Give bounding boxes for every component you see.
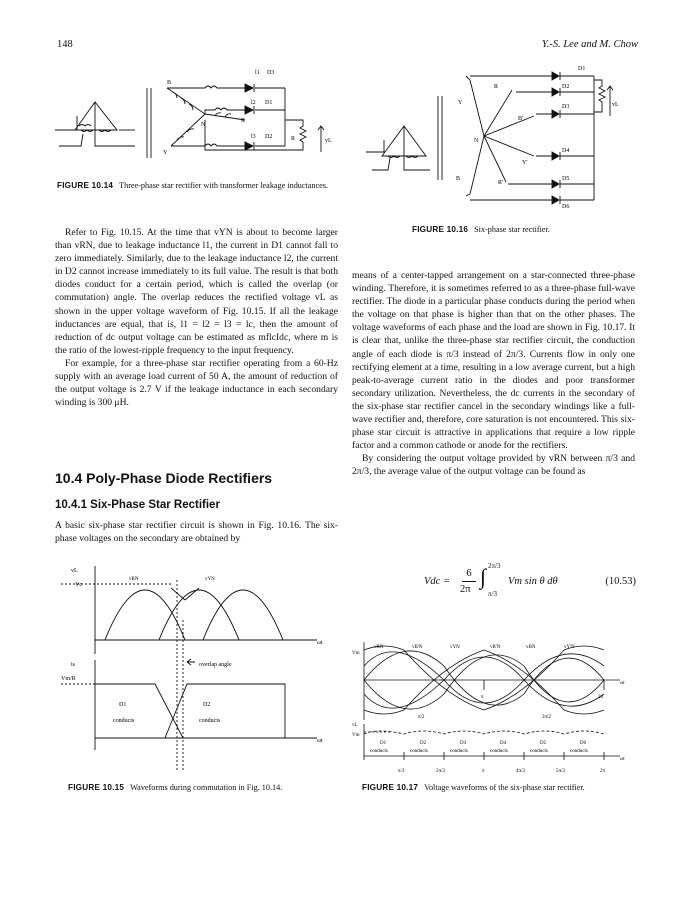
figure-10-14-caption	[57, 180, 340, 191]
fig17-diode-1: D1	[380, 741, 387, 746]
figure-10-17-caption	[362, 782, 585, 793]
fig16-label-y2: Y'	[522, 160, 528, 166]
fig17-label-vm: Vm	[352, 651, 360, 656]
eq-fraction-bar	[462, 581, 476, 582]
paragraph-six-phase-description: means of a center-tapped arrangement on a star-connected three-phase winding. Therefore, it is sometimes referred to as a three-phase full-wave rectifier. The diode in a particular phase conducts during the period when the voltage on that phase is higher than that on the other phases. The voltage waveforms of each phase and the load are shown in Fig. 10.17. It is clear that, unlike the three-phase star rectifier circuit, the conduction angle of each diode is π/3 instead of 2π/3. Currents flow in only one rectifying element at a time, resulting in a low average current, but a high peak-to-average current ratio in the diodes and poor transformer secondary utilization. Nevertheless, the dc currents in the secondary of the six-phase star rectifier cancel in the secondary windings like a full-wave rectifier and, therefore, core saturation is not encountered. This six-phase star circuit is attractive in applications that require a low ripple factor and a common cathode or anode for the rectifiers.	[352, 270, 635, 452]
fig14-caption-label: FIGURE 10.14	[57, 181, 114, 190]
eq-denominator: 2π	[460, 584, 471, 595]
fig15-caption-text: Waveforms during commutation in Fig. 10.14.	[130, 783, 283, 792]
fig16-label-vl: vL	[612, 102, 619, 108]
fig17-caption-text: Voltage waveforms of the six-phase star rectifier.	[424, 783, 585, 792]
fig17-phase-label-2: vB'N	[412, 645, 423, 650]
fig15-label-overlap: overlap angle	[199, 662, 232, 668]
fig17-conducts-2: conducts	[410, 749, 428, 754]
fig14-label-b: B	[167, 80, 172, 86]
fig17-diode-6: D6	[580, 741, 587, 746]
fig15-caption-label: FIGURE 10.15	[68, 783, 125, 792]
fig14-label-y: Y	[163, 150, 168, 156]
fig16-label-d6: D6	[562, 204, 570, 210]
subsection-heading: 10.4.1 Six-Phase Star Rectifier	[55, 499, 220, 511]
fig14-label-l3: l3	[251, 134, 256, 140]
fig15-label-cond2: conducts	[199, 718, 221, 724]
fig15-label-vmr: Vm/R	[61, 676, 76, 682]
fig16-label-n: N	[474, 138, 479, 144]
eq-lower-limit: π/3	[488, 590, 497, 598]
left-column-body	[55, 226, 338, 409]
fig17-label-wt2: ωt	[620, 757, 625, 762]
eq-integral-sign: ∫	[480, 564, 487, 589]
eq-lhs: Vdc =	[424, 576, 451, 587]
fig16-caption-label: FIGURE 10.16	[412, 225, 469, 234]
fig17-label-wt: ωt	[620, 681, 625, 686]
fig16-label-r2: R'	[498, 180, 504, 186]
fig17-conducts-4: conducts	[490, 749, 508, 754]
right-column-body	[352, 269, 635, 479]
fig15-label-d1: D1	[119, 702, 127, 708]
fig17-label-2pi: 2π	[598, 695, 604, 700]
fig16-label-d4: D4	[562, 148, 570, 154]
fig15-label-d2: D2	[203, 702, 211, 708]
fig15-label-is: is	[71, 662, 76, 668]
fig15-label-vyn: vYN	[205, 577, 215, 582]
eq-number: (10.53)	[605, 576, 636, 587]
fig14-label-d2: D2	[265, 134, 273, 140]
figure-10-16-caption	[412, 224, 550, 235]
fig17-tick-4: 4π/3	[516, 769, 525, 774]
fig15-label-wt2: ωt	[317, 738, 323, 744]
fig17-conducts-3: conducts	[450, 749, 468, 754]
fig14-label-vl: vL	[325, 138, 332, 144]
fig16-caption-text: Six-phase star rectifier.	[474, 225, 550, 234]
fig17-phase-label-6: vY'N	[564, 645, 575, 650]
fig17-conducts-5: conducts	[530, 749, 548, 754]
fig15-label-vc: Vc	[75, 582, 82, 588]
fig16-label-b2: B'	[518, 116, 524, 122]
fig15-label-vrn: vRN	[129, 577, 139, 582]
fig16-label-y: Y	[458, 100, 463, 106]
eq-integrand: Vm sin θ dθ	[508, 576, 558, 587]
equation-10-53	[424, 562, 636, 600]
paragraph-six-phase-intro: A basic six-phase star rectifier circuit is shown in Fig. 10.16. The six-phase voltages on the secondary are obtained by	[55, 520, 338, 545]
fig17-tick-2: 2π/3	[436, 769, 445, 774]
running-header: Y.-S. Lee and M. Chow	[541, 39, 638, 50]
fig14-label-l2: l2	[251, 100, 256, 106]
fig17-tick-6: 2π	[600, 769, 606, 774]
fig17-caption-label: FIGURE 10.17	[362, 783, 419, 792]
fig17-diode-3: D3	[460, 741, 467, 746]
figure-10-17-waveforms	[350, 636, 634, 778]
fig17-tick-5: 5π/3	[556, 769, 565, 774]
fig17-tick-3: π	[482, 769, 485, 774]
paragraph-example: For example, for a three-phase star rectifier operating from a 60-Hz supply with an average load current of 50 A, the amount of reduction of the output voltage is 2.7 V if the leakage inductance in each secondary winding is 300 μH.	[55, 357, 338, 409]
fig15-label-cond1: conducts	[113, 718, 135, 724]
eq-upper-limit: 2π/3	[488, 562, 501, 570]
fig15-label-wt1: ωt	[317, 640, 323, 646]
eq-numerator: 6	[466, 568, 472, 579]
figure-10-14-circuit	[55, 60, 345, 172]
fig17-diode-4: D4	[500, 741, 507, 746]
subsection-body	[55, 519, 338, 545]
fig15-label-vl: vL	[71, 568, 78, 574]
fig17-diode-2: D2	[420, 741, 427, 746]
fig17-phase-label-3: vYN	[450, 645, 460, 650]
figure-10-16-circuit	[366, 60, 628, 216]
fig16-label-b: B	[456, 176, 461, 182]
fig17-conducts-6: conducts	[570, 749, 588, 754]
page-number: 148	[57, 39, 73, 50]
fig17-phase-label-1: vRN	[374, 645, 384, 650]
fig17-phase-label-4: vR'N	[490, 645, 501, 650]
fig16-label-d5: D5	[562, 176, 570, 182]
fig17-conducts-1: conducts	[370, 749, 388, 754]
fig17-label-vm2: Vm	[352, 733, 360, 738]
fig14-label-d3: D3	[267, 70, 275, 76]
fig17-diode-5: D5	[540, 741, 547, 746]
fig17-label-pi2: π/2	[418, 715, 425, 720]
fig17-phase-label-5: vBN	[526, 645, 536, 650]
paragraph-overlap: Refer to Fig. 10.15. At the time that vYN is about to become larger than vRN, due to leakage inductance l1, the current in D1 cannot fall to zero immediately. Similarly, due to the leakage inductance l2, the current in D2 cannot increase immediately to its full value. The result is that both diodes conduct for a certain period, which is called the overlap (or commutation) angle. The overlap reduces the rectified voltage vL as shown in the upper voltage waveform of Fig. 10.15. If all the leakage inductances are equal, that is, l1 = l2 = l3 = lc, then the amount of reduction of dc output voltage can be estimated as mflcIdc, where m is the ratio of the lowest-ripple frequency to the input frequency.	[55, 227, 338, 356]
fig16-label-d1: D1	[578, 66, 586, 72]
fig16-label-d2: D2	[562, 84, 570, 90]
figure-10-15-waveforms	[55, 560, 340, 778]
fig14-label-r: R	[241, 118, 246, 124]
fig14-label-load: R	[291, 136, 296, 142]
fig14-label-n: N	[201, 122, 206, 128]
fig17-label-3pi2: 3π/2	[542, 715, 551, 720]
paragraph-average-output: By considering the output voltage provided by vRN between π/3 and 2π/3, the average value of the output voltage can be found as	[352, 453, 635, 478]
fig14-label-l1: l1	[255, 70, 260, 76]
fig17-label-vl: vL	[352, 723, 358, 728]
fig14-caption-text: Three-phase star rectifier with transformer leakage inductances.	[119, 181, 329, 190]
fig16-label-d3: D3	[562, 104, 570, 110]
fig16-label-r: R	[494, 84, 499, 90]
fig17-label-pi: π	[481, 695, 484, 700]
section-heading: 10.4 Poly-Phase Diode Rectifiers	[55, 470, 273, 486]
fig14-label-d1: D1	[265, 100, 273, 106]
figure-10-15-caption	[68, 782, 282, 793]
fig17-tick-1: π/3	[398, 769, 405, 774]
